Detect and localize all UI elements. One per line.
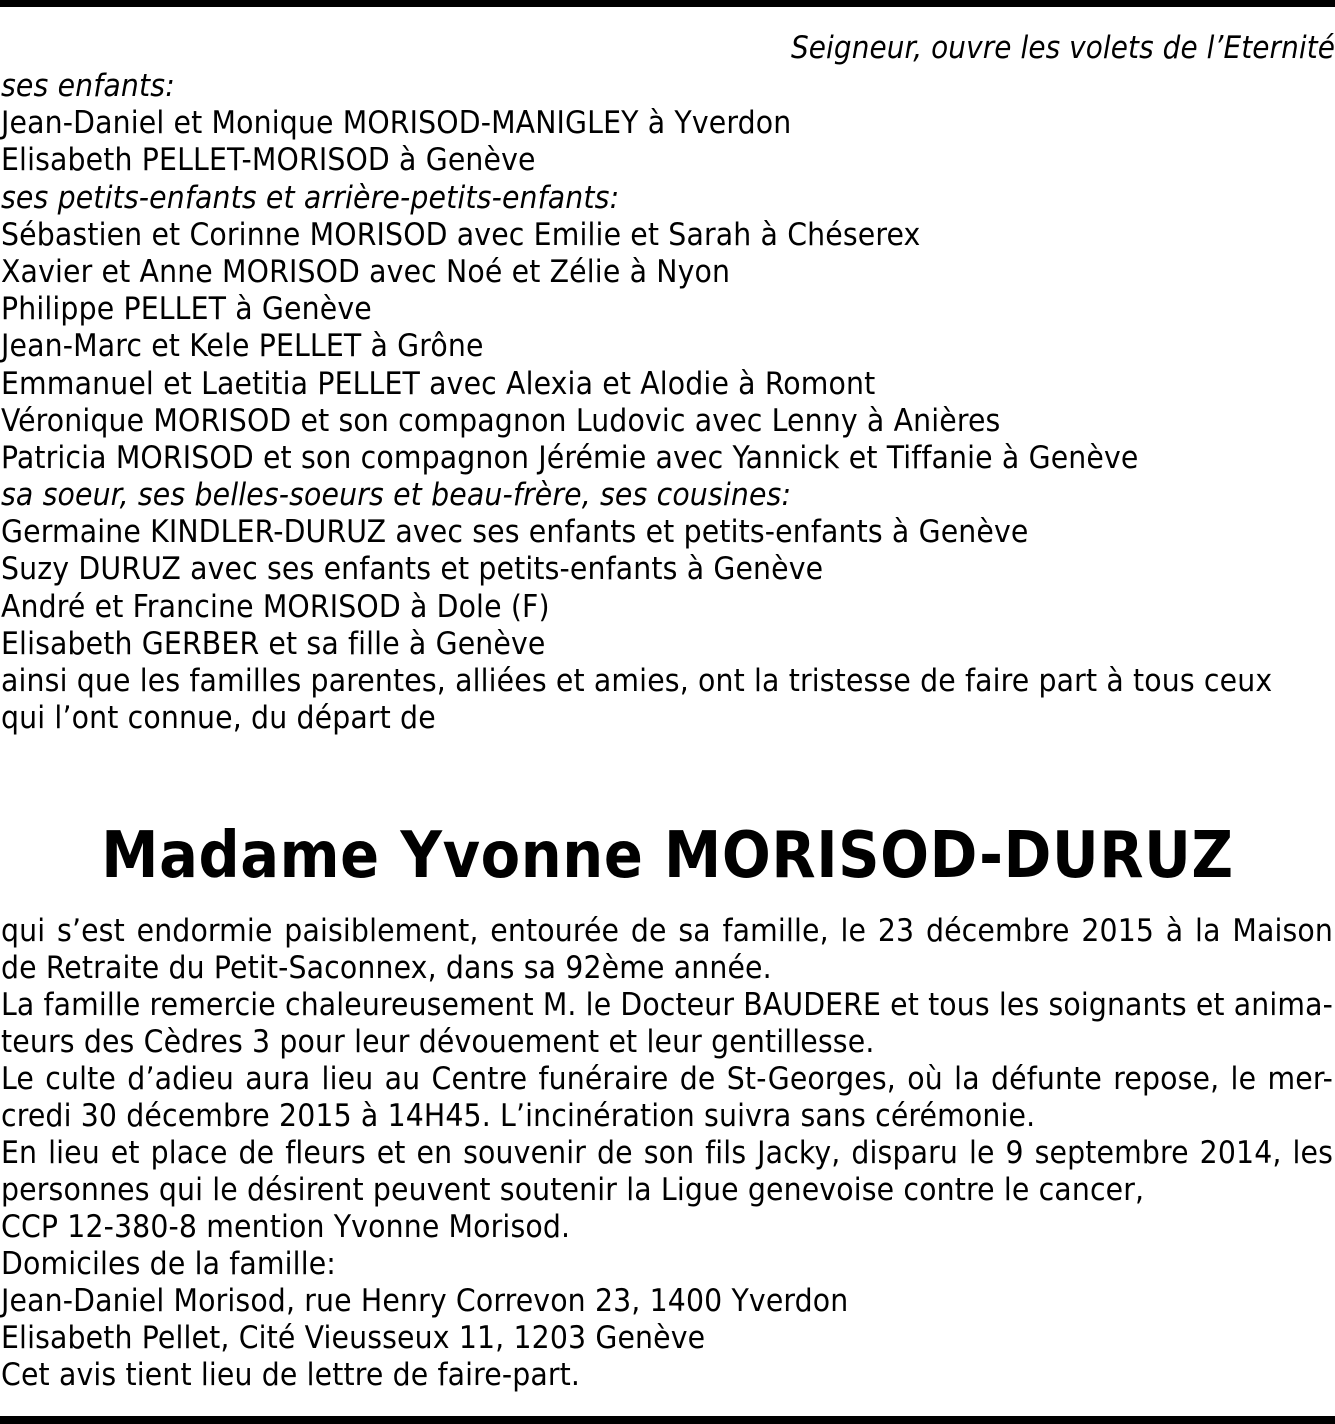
body-text-line: qui s’est endormie paisiblement, entourée de sa famille, le 23 décembre 2015 à la Maison (1, 913, 1333, 949)
body-text-line: credi 30 décembre 2015 à 14H45. L’incinération suivra sans cérémonie. (1, 1098, 1036, 1134)
family-group-heading: ses enfants: (1, 68, 175, 104)
family-member-line: Suzy DURUZ avec ses enfants et petits-enfants à Genève (1, 551, 824, 588)
family-member-line: Philippe PELLET à Genève (1, 291, 372, 328)
body-text-line: Cet avis tient lieu de lettre de faire-part. (1, 1357, 581, 1393)
body-text-line: La famille remercie chaleureusement M. le Docteur BAUDERE et tous les soignants et anima- (1, 987, 1333, 1023)
body-text-line: Jean-Daniel Morisod, rue Henry Correvon 23, 1400 Yverdon (1, 1283, 849, 1319)
family-group-heading: ses petits-enfants et arrière-petits-enfants: (1, 179, 620, 216)
body-text-line: Domiciles de la famille: (1, 1246, 337, 1282)
body-text-line: CCP 12-380-8 mention Yvonne Morisod. (1, 1209, 571, 1245)
family-member-line: André et Francine MORISOD à Dole (F) (1, 588, 550, 625)
family-group-heading: sa soeur, ses belles-soeurs et beau-frère, ses cousines: (1, 477, 792, 514)
family-member-line: Elisabeth PELLET-MORISOD à Genève (1, 142, 536, 179)
family-member-line: ainsi que les familles parentes, alliées et amies, ont la tristesse de faire part à tous ceux (1, 663, 1273, 699)
family-member-line: Sébastien et Corinne MORISOD avec Emilie et Sarah à Chéserex (1, 216, 921, 253)
family-member-line: Patricia MORISOD et son compagnon Jérémie avec Yannick et Tiffanie à Genève (1, 439, 1139, 476)
family-member-line: Xavier et Anne MORISOD avec Noé et Zélie à Nyon (1, 253, 731, 290)
body-text-line: teurs des Cèdres 3 pour leur dévouement et leur gentillesse. (1, 1024, 875, 1060)
family-member-line: Jean-Daniel et Monique MORISOD-MANIGLEY à Yverdon (1, 105, 792, 142)
family-member-line: qui l’ont connue, du départ de (1, 700, 436, 737)
family-list (1, 68, 1335, 737)
bottom-border-rule (0, 1416, 1335, 1424)
family-member-line: Véronique MORISOD et son compagnon Ludovic avec Lenny à Anières (1, 402, 1001, 439)
body-text-line: Elisabeth Pellet, Cité Vieusseux 11, 1203 Genève (1, 1320, 706, 1356)
family-member-line: Emmanuel et Laetitia PELLET avec Alexia et Alodie à Romont (1, 365, 876, 402)
body-text-line: En lieu et place de fleurs et en souvenir de son fils Jacky, disparu le 9 septembre 2014, les (1, 1135, 1333, 1171)
family-member-line: Germaine KINDLER-DURUZ avec ses enfants et petits-enfants à Genève (1, 514, 1029, 551)
body-text-line: Le culte d’adieu aura lieu au Centre funéraire de St-Georges, où la défunte repose, le mer- (1, 1061, 1333, 1097)
notice-body (1, 913, 1335, 1394)
deceased-name: Madame Yvonne MORISOD-DURUZ (101, 819, 1234, 893)
top-border-rule (0, 0, 1335, 7)
body-text-line: personnes qui le désirent peuvent soutenir la Ligue genevoise contre le cancer, (1, 1172, 1145, 1208)
family-member-line: Jean-Marc et Kele PELLET à Grône (1, 328, 484, 365)
family-member-line: Elisabeth GERBER et sa fille à Genève (1, 625, 546, 662)
body-text-line: de Retraite du Petit-Saconnex, dans sa 92ème année. (1, 950, 772, 986)
motto: Seigneur, ouvre les volets de l’Eternité (790, 30, 1335, 66)
